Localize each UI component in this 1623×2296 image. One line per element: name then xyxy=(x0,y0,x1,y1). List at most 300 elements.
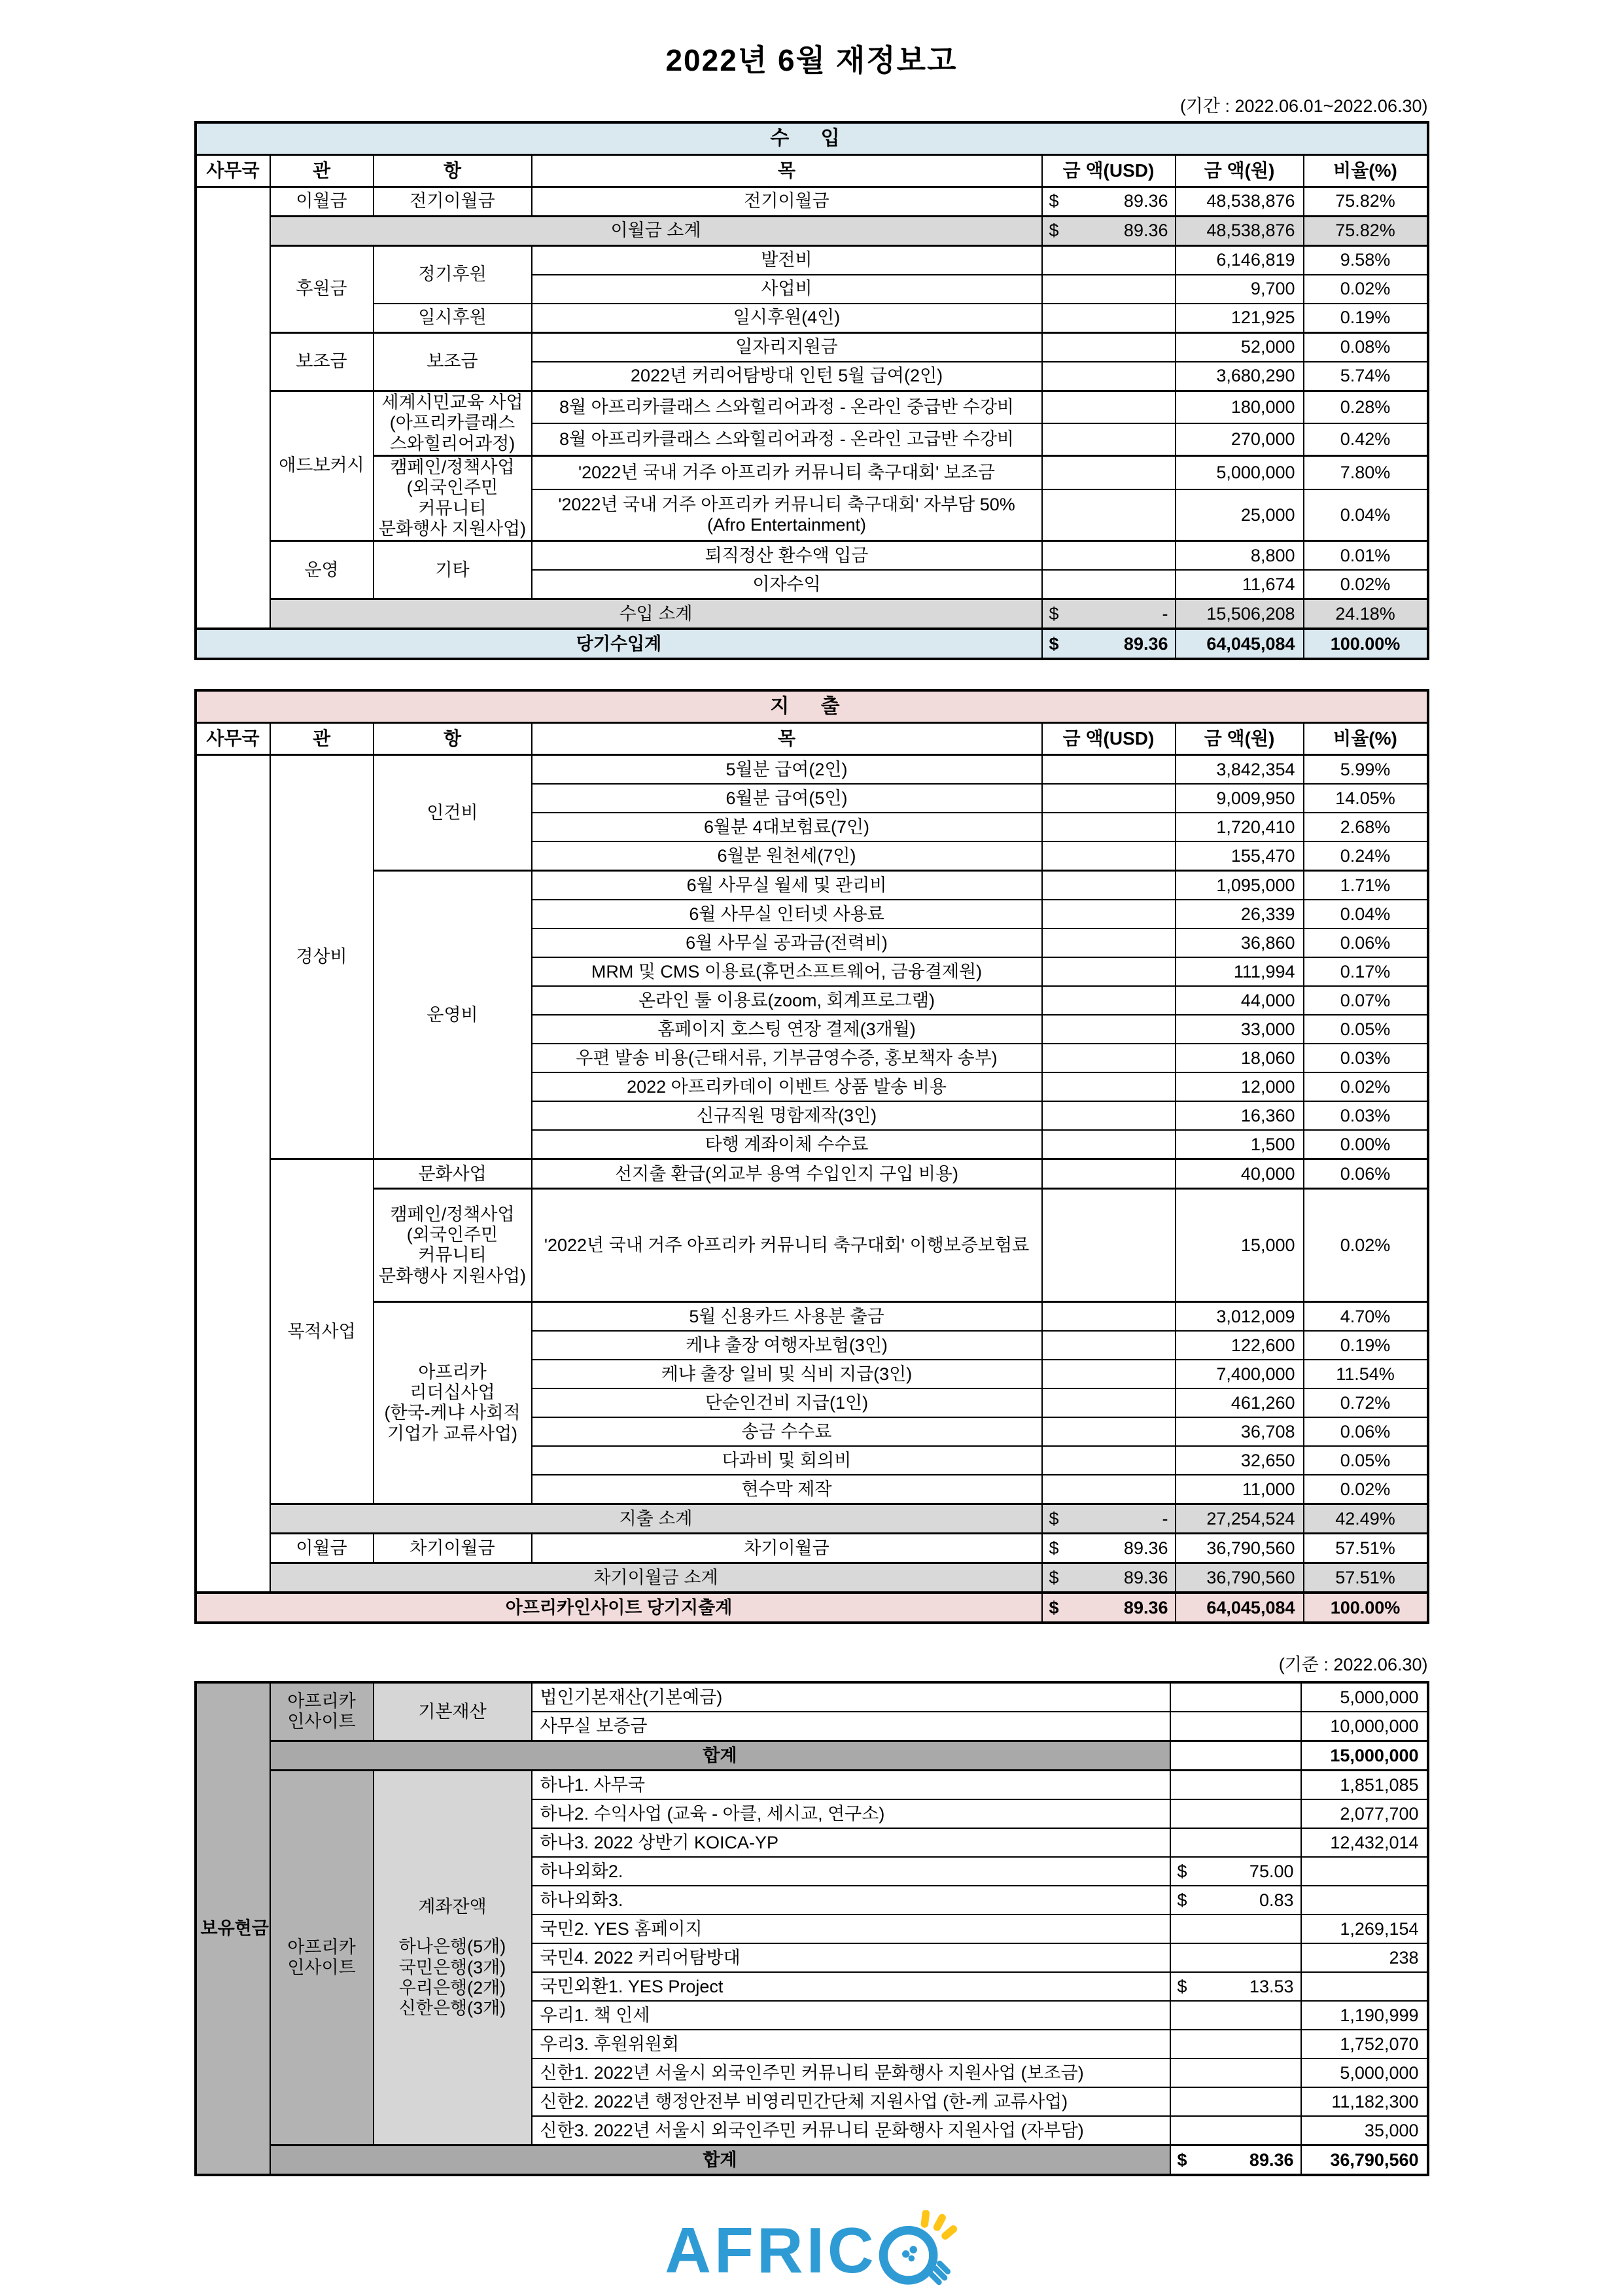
table-cell: 64,045,084 xyxy=(1176,629,1304,659)
table-row xyxy=(196,541,1428,571)
table-row xyxy=(196,1159,1428,1189)
table-cell: 10,000,000 xyxy=(1301,1712,1428,1741)
table-cell: 0.04% xyxy=(1304,900,1428,928)
table-cell: 5.74% xyxy=(1304,362,1428,391)
table-cell: $ 89.36 xyxy=(1042,629,1176,659)
table-row xyxy=(196,755,1428,785)
table-cell: 36,790,560 xyxy=(1176,1563,1304,1593)
table-cell: 0.02% xyxy=(1304,1072,1428,1101)
table-cell: 현수막 제작 xyxy=(532,1475,1042,1504)
table-cell: 경상비 xyxy=(270,755,374,1159)
subtotal-row xyxy=(196,217,1428,246)
table-cell: $ 75.00 xyxy=(1170,1857,1301,1886)
table-cell: 이월금 xyxy=(270,187,374,217)
table-cell: 애드보커시 xyxy=(270,391,374,541)
table-cell: 6월 사무실 공과금(전력비) xyxy=(532,928,1042,957)
table-cell: 33,000 xyxy=(1176,1015,1304,1044)
income-total-row xyxy=(196,629,1428,659)
table-cell: 케냐 출장 여행자보험(3인) xyxy=(532,1331,1042,1360)
income-band-label: 수 입 xyxy=(196,122,1428,155)
table-cell: 0.00% xyxy=(1304,1130,1428,1159)
table-cell xyxy=(1042,423,1176,455)
table-cell xyxy=(1170,2001,1301,2030)
table-cell: $ 89.36 xyxy=(1170,2146,1301,2176)
table-cell: 기본재산 xyxy=(374,1682,532,1741)
table-cell: 6월분 급여(5인) xyxy=(532,784,1042,813)
table-cell: 64,045,084 xyxy=(1176,1593,1304,1623)
table-cell: 이월금 xyxy=(270,1534,374,1563)
table-cell: 차기이월금 소계 xyxy=(270,1563,1042,1593)
table-cell: 하나3. 2022 상반기 KOICA-YP xyxy=(532,1828,1170,1857)
table-row xyxy=(196,871,1428,900)
table-cell xyxy=(1042,1360,1176,1388)
table-cell: 48,538,876 xyxy=(1176,187,1304,217)
table-cell: 신규직원 명함제작(3인) xyxy=(532,1101,1042,1130)
col-header-mok: 목 xyxy=(532,155,1042,187)
table-cell: $ 89.36 xyxy=(1042,1534,1176,1563)
table-cell: 8,800 xyxy=(1176,541,1304,571)
table-cell: 아프리카인사이트 당기지출계 xyxy=(196,1593,1042,1623)
table-cell: 0.03% xyxy=(1304,1101,1428,1130)
table-cell: 보조금 xyxy=(270,333,374,391)
table-cell xyxy=(1042,1072,1176,1101)
table-cell: 신한1. 2022년 서울시 외국인주민 커뮤니티 문화행사 지원사업 (보조금) xyxy=(532,2058,1170,2087)
expense-band-row xyxy=(196,690,1428,723)
subtotal-row xyxy=(196,599,1428,629)
table-cell: 8월 아프리카클래스 스와힐리어과정 - 온라인 중급반 수강비 xyxy=(532,391,1042,423)
table-cell: 5,000,000 xyxy=(1176,455,1304,489)
table-cell: 36,790,560 xyxy=(1301,2146,1428,2176)
table-cell: 합계 xyxy=(270,1741,1170,1771)
table-cell: 15,506,208 xyxy=(1176,599,1304,629)
table-cell: 100.00% xyxy=(1304,629,1428,659)
table-cell: 신한2. 2022년 행정안전부 비영리민간단체 지원사업 (한-케 교류사업) xyxy=(532,2087,1170,2116)
table-cell xyxy=(1170,1799,1301,1828)
table-cell: 27,254,524 xyxy=(1176,1504,1304,1534)
table-cell: 국민2. YES 홈페이지 xyxy=(532,1915,1170,1943)
table-cell xyxy=(1042,1388,1176,1417)
table-cell: 48,538,876 xyxy=(1176,217,1304,246)
table-cell: 목 xyxy=(532,723,1042,755)
table-cell xyxy=(1042,871,1176,900)
table-cell: 26,339 xyxy=(1176,900,1304,928)
table-cell xyxy=(1042,1189,1176,1302)
table-cell: $ 13.53 xyxy=(1170,1972,1301,2001)
table-cell: '2022년 국내 거주 아프리카 커뮤니티 축구대회' 보조금 xyxy=(532,455,1042,489)
expense-band-label: 지 출 xyxy=(196,690,1428,723)
table-cell: $ 89.36 xyxy=(1042,217,1176,246)
table-cell xyxy=(1042,841,1176,871)
table-cell: 0.05% xyxy=(1304,1015,1428,1044)
table-cell: 2022년 커리어탐방대 인턴 5월 급여(2인) xyxy=(532,362,1042,391)
table-cell: 일시후원(4인) xyxy=(532,304,1042,333)
table-row xyxy=(196,187,1428,217)
table-cell: $ - xyxy=(1042,599,1176,629)
table-cell xyxy=(1042,304,1176,333)
table-cell: 금 액(원) xyxy=(1176,723,1304,755)
table-cell xyxy=(1042,541,1176,571)
table-cell: 0.06% xyxy=(1304,1417,1428,1446)
table-cell: 우편 발송 비용(근태서류, 기부금영수증, 홍보책자 송부) xyxy=(532,1044,1042,1072)
table-cell: 법인기본재산(기본예금) xyxy=(532,1682,1170,1712)
table-cell: 18,060 xyxy=(1176,1044,1304,1072)
table-cell: 57.51% xyxy=(1304,1534,1428,1563)
table-cell: 홈페이지 호스팅 연장 결제(3개월) xyxy=(532,1015,1042,1044)
table-cell: 인건비 xyxy=(374,755,532,871)
table-cell xyxy=(1042,333,1176,362)
africa-insight-logo xyxy=(0,2206,1623,2294)
table-cell: 하나외화2. xyxy=(532,1857,1170,1886)
table-cell: 121,925 xyxy=(1176,304,1304,333)
table-cell: '2022년 국내 거주 아프리카 커뮤니티 축구대회' 자부담 50% (Afro Entertainment) xyxy=(532,489,1042,540)
table-cell: 아프리카 리더십사업 (한국-케냐 사회적 기업가 교류사업) xyxy=(374,1302,532,1504)
table-cell: 32,650 xyxy=(1176,1446,1304,1475)
table-cell xyxy=(1042,813,1176,841)
logo-text: AFRIC xyxy=(665,2214,877,2287)
table-cell: $ 89.36 xyxy=(1042,187,1176,217)
table-cell: 155,470 xyxy=(1176,841,1304,871)
table-cell: 100.00% xyxy=(1304,1593,1428,1623)
table-cell xyxy=(1170,1741,1301,1771)
table-cell: 12,000 xyxy=(1176,1072,1304,1101)
spacer xyxy=(0,660,1623,689)
income-table xyxy=(194,121,1429,660)
table-cell xyxy=(1042,957,1176,986)
table-cell: 5월분 급여(2인) xyxy=(532,755,1042,785)
table-cell xyxy=(1042,275,1176,304)
table-row xyxy=(196,1682,1428,1712)
table-cell: 9,009,950 xyxy=(1176,784,1304,813)
table-cell xyxy=(1042,246,1176,275)
table-cell: 온라인 툴 이용료(zoom, 회계프로그램) xyxy=(532,986,1042,1015)
table-cell: 6월분 원천세(7인) xyxy=(532,841,1042,871)
table-row xyxy=(196,1302,1428,1332)
table-cell: 12,432,014 xyxy=(1301,1828,1428,1857)
table-cell xyxy=(1042,1475,1176,1504)
col-header-ratio: 비율(%) xyxy=(1304,155,1428,187)
table-cell: 1,720,410 xyxy=(1176,813,1304,841)
table-cell: 25,000 xyxy=(1176,489,1304,540)
table-cell: 이월금 소계 xyxy=(270,217,1042,246)
table-cell: 15,000 xyxy=(1176,1189,1304,1302)
table-cell: 타행 계좌이체 수수료 xyxy=(532,1130,1042,1159)
table-cell xyxy=(1042,391,1176,423)
table-cell xyxy=(1301,1857,1428,1886)
table-cell: 수입 소계 xyxy=(270,599,1042,629)
table-cell: 0.24% xyxy=(1304,841,1428,871)
table-cell: 0.02% xyxy=(1304,1189,1428,1302)
table-cell xyxy=(1170,1943,1301,1972)
table-cell: 하나2. 수익사업 (교육 - 아클, 세시교, 연구소) xyxy=(532,1799,1170,1828)
table-cell: 기타 xyxy=(374,541,532,599)
table-cell: 퇴직정산 환수액 입금 xyxy=(532,541,1042,571)
table-cell xyxy=(1042,489,1176,540)
table-cell xyxy=(1042,570,1176,599)
col-header-samuguk: 사무국 xyxy=(196,155,270,187)
table-cell: 0.06% xyxy=(1304,1159,1428,1189)
col-header-usd: 금 액(USD) xyxy=(1042,155,1176,187)
table-cell: 후원금 xyxy=(270,246,374,333)
income-band-row xyxy=(196,122,1428,155)
table-cell: 1,095,000 xyxy=(1176,871,1304,900)
table-cell: 36,790,560 xyxy=(1176,1534,1304,1563)
table-cell: 당기수입계 xyxy=(196,629,1042,659)
table-cell: 8월 아프리카클래스 스와힐리어과정 - 온라인 고급반 수강비 xyxy=(532,423,1042,455)
table-cell: 9,700 xyxy=(1176,275,1304,304)
table-cell: 0.02% xyxy=(1304,275,1428,304)
table-cell: MRM 및 CMS 이용료(휴먼소프트웨어, 금융결제원) xyxy=(532,957,1042,986)
table-cell xyxy=(1042,900,1176,928)
table-cell: 180,000 xyxy=(1176,391,1304,423)
table-cell: 6월 사무실 인터넷 사용료 xyxy=(532,900,1042,928)
table-cell: 0.42% xyxy=(1304,423,1428,455)
table-cell xyxy=(1042,1101,1176,1130)
table-cell: 35,000 xyxy=(1301,2116,1428,2146)
table-cell: 1,500 xyxy=(1176,1130,1304,1159)
table-cell xyxy=(1170,1712,1301,1741)
expense-total-row xyxy=(196,1593,1428,1623)
table-cell xyxy=(1042,755,1176,785)
table-cell: 0.01% xyxy=(1304,541,1428,571)
table-cell: 관 xyxy=(270,723,374,755)
table-cell xyxy=(1042,1159,1176,1189)
table-cell: 하나외화3. xyxy=(532,1886,1170,1915)
table-cell: 11,674 xyxy=(1176,570,1304,599)
table-cell: 40,000 xyxy=(1176,1159,1304,1189)
table-cell: 합계 xyxy=(270,2146,1170,2176)
table-cell xyxy=(1170,2030,1301,2058)
table-cell: 세계시민교육 사업 (아프리카클래스 스와힐리어과정) xyxy=(374,391,532,456)
table-cell: 하나1. 사무국 xyxy=(532,1771,1170,1800)
table-cell: 11.54% xyxy=(1304,1360,1428,1388)
table-cell: 0.03% xyxy=(1304,1044,1428,1072)
table-cell: $ - xyxy=(1042,1504,1176,1534)
table-cell: $ 89.36 xyxy=(1042,1593,1176,1623)
table-cell xyxy=(1170,2058,1301,2087)
table-cell: 0.19% xyxy=(1304,304,1428,333)
table-cell: 6월분 4대보험료(7인) xyxy=(532,813,1042,841)
table-cell: 6월 사무실 월세 및 관리비 xyxy=(532,871,1042,900)
table-row xyxy=(196,1189,1428,1302)
table-cell: 5.99% xyxy=(1304,755,1428,785)
col-header-gwan: 관 xyxy=(270,155,374,187)
cash-label-cell: 보유현금 xyxy=(196,1682,270,2175)
table-cell: 11,182,300 xyxy=(1301,2087,1428,2116)
table-row xyxy=(196,391,1428,423)
table-cell xyxy=(1170,1915,1301,1943)
table-row xyxy=(196,304,1428,333)
table-cell: 비율(%) xyxy=(1304,723,1428,755)
table-row xyxy=(196,1771,1428,1800)
subtotal-row xyxy=(196,1504,1428,1534)
table-cell: 금 액(USD) xyxy=(1042,723,1176,755)
table-cell: 24.18% xyxy=(1304,599,1428,629)
table-cell xyxy=(1042,362,1176,391)
subtotal-row xyxy=(196,1563,1428,1593)
table-cell: 일시후원 xyxy=(374,304,532,333)
table-cell: 계좌잔액 하나은행(5개) 국민은행(3개) 우리은행(2개) 신한은행(3개) xyxy=(374,1771,532,2146)
table-cell: 0.05% xyxy=(1304,1446,1428,1475)
table-cell: 지출 소계 xyxy=(270,1504,1042,1534)
table-cell xyxy=(1042,784,1176,813)
cash-subtotal-row xyxy=(196,1741,1428,1771)
table-cell: 0.28% xyxy=(1304,391,1428,423)
lightbulb-icon xyxy=(875,2210,958,2294)
table-cell: '2022년 국내 거주 아프리카 커뮤니티 축구대회' 이행보증보험료 xyxy=(532,1189,1042,1302)
samuguk-merged-cell xyxy=(196,187,270,629)
table-cell: 정기후원 xyxy=(374,246,532,304)
table-cell xyxy=(1170,1682,1301,1712)
table-cell: 발전비 xyxy=(532,246,1042,275)
table-cell: 사무실 보증금 xyxy=(532,1712,1170,1741)
table-cell: 0.04% xyxy=(1304,489,1428,540)
table-row xyxy=(196,1534,1428,1563)
table-cell: 4.70% xyxy=(1304,1302,1428,1332)
table-cell: 문화사업 xyxy=(374,1159,532,1189)
table-cell: 선지출 환급(외교부 용역 수입인지 구입 비용) xyxy=(532,1159,1042,1189)
table-cell xyxy=(1170,1828,1301,1857)
expense-header-row xyxy=(196,723,1428,755)
table-cell: 2,077,700 xyxy=(1301,1799,1428,1828)
table-cell: 캠페인/정책사업 (외국인주민 커뮤니티 문화행사 지원사업) xyxy=(374,1189,532,1302)
table-cell: 1,752,070 xyxy=(1301,2030,1428,2058)
cash-table xyxy=(194,1681,1429,2176)
table-cell: 0.06% xyxy=(1304,928,1428,957)
table-row xyxy=(196,333,1428,362)
table-cell xyxy=(1042,1331,1176,1360)
table-cell: 사업비 xyxy=(532,275,1042,304)
table-cell: $ 89.36 xyxy=(1042,1563,1176,1593)
table-cell: 송금 수수료 xyxy=(532,1417,1042,1446)
table-cell: 57.51% xyxy=(1304,1563,1428,1593)
table-cell: 6,146,819 xyxy=(1176,246,1304,275)
table-cell: 111,994 xyxy=(1176,957,1304,986)
cash-total-row xyxy=(196,2146,1428,2176)
table-row xyxy=(196,455,1428,489)
table-cell: 국민외환1. YES Project xyxy=(532,1972,1170,2001)
table-cell xyxy=(1301,1972,1428,2001)
table-cell: 1,851,085 xyxy=(1301,1771,1428,1800)
table-cell: 전기이월금 xyxy=(374,187,532,217)
table-cell: 운영비 xyxy=(374,871,532,1159)
table-cell: 36,860 xyxy=(1176,928,1304,957)
table-cell xyxy=(1042,1015,1176,1044)
table-cell: 238 xyxy=(1301,1943,1428,1972)
table-cell: 0.19% xyxy=(1304,1331,1428,1360)
table-cell xyxy=(1042,1302,1176,1332)
table-cell xyxy=(1042,986,1176,1015)
table-cell: 아프리카 인사이트 xyxy=(270,1682,374,1741)
table-cell: 44,000 xyxy=(1176,986,1304,1015)
table-cell: 7.80% xyxy=(1304,455,1428,489)
table-cell xyxy=(1042,928,1176,957)
table-cell xyxy=(1170,1771,1301,1800)
table-cell: 차기이월금 xyxy=(532,1534,1042,1563)
table-cell: 15,000,000 xyxy=(1301,1741,1428,1771)
table-cell: 16,360 xyxy=(1176,1101,1304,1130)
table-cell: 3,680,290 xyxy=(1176,362,1304,391)
table-cell: 항 xyxy=(374,723,532,755)
table-cell: 36,708 xyxy=(1176,1417,1304,1446)
table-cell: 0.17% xyxy=(1304,957,1428,986)
table-cell xyxy=(1170,2087,1301,2116)
table-cell: 1,269,154 xyxy=(1301,1915,1428,1943)
table-cell: 0.08% xyxy=(1304,333,1428,362)
table-cell: 0.02% xyxy=(1304,1475,1428,1504)
page-title: 2022년 6월 재정보고 xyxy=(665,43,958,77)
table-cell: 케냐 출장 일비 및 식비 지급(3인) xyxy=(532,1360,1042,1388)
table-cell: 우리1. 책 인세 xyxy=(532,2001,1170,2030)
table-cell: 2022 아프리카데이 이벤트 상품 발송 비용 xyxy=(532,1072,1042,1101)
table-cell: 아프리카 인사이트 xyxy=(270,1771,374,2146)
table-cell: 52,000 xyxy=(1176,333,1304,362)
table-cell: 5월 신용카드 사용분 출금 xyxy=(532,1302,1042,1332)
table-cell: 0.07% xyxy=(1304,986,1428,1015)
col-header-krw: 금 액(원) xyxy=(1176,155,1304,187)
table-cell: 이자수익 xyxy=(532,570,1042,599)
table-cell: 우리3. 후원위원회 xyxy=(532,2030,1170,2058)
table-cell: 1.71% xyxy=(1304,871,1428,900)
table-cell: 42.49% xyxy=(1304,1504,1428,1534)
col-header-hang: 항 xyxy=(374,155,532,187)
expense-table xyxy=(194,689,1429,1624)
table-cell: 270,000 xyxy=(1176,423,1304,455)
table-cell: 11,000 xyxy=(1176,1475,1304,1504)
table-cell: 5,000,000 xyxy=(1301,1682,1428,1712)
table-cell: 9.58% xyxy=(1304,246,1428,275)
table-cell: 목적사업 xyxy=(270,1159,374,1504)
table-cell: 신한3. 2022년 서울시 외국인주민 커뮤니티 문화행사 지원사업 (자부담) xyxy=(532,2116,1170,2146)
table-cell: 5,000,000 xyxy=(1301,2058,1428,2087)
period-label: (기간 : 2022.06.01~2022.06.30) xyxy=(1179,96,1428,116)
table-cell: 1,190,999 xyxy=(1301,2001,1428,2030)
table-row xyxy=(196,246,1428,275)
table-cell: 일자리지원금 xyxy=(532,333,1042,362)
table-cell: 운영 xyxy=(270,541,374,599)
table-cell: 0.72% xyxy=(1304,1388,1428,1417)
table-cell: 3,842,354 xyxy=(1176,755,1304,785)
table-cell: 차기이월금 xyxy=(374,1534,532,1563)
table-cell: 전기이월금 xyxy=(532,187,1042,217)
table-cell: 캠페인/정책사업 (외국인주민 커뮤니티 문화행사 지원사업) xyxy=(374,455,532,540)
table-cell: 14.05% xyxy=(1304,784,1428,813)
table-cell xyxy=(1042,455,1176,489)
table-cell: 단순인건비 지급(1인) xyxy=(532,1388,1042,1417)
table-cell: 보조금 xyxy=(374,333,532,391)
table-cell xyxy=(1301,1886,1428,1915)
table-cell: 국민4. 2022 커리어탐방대 xyxy=(532,1943,1170,1972)
table-cell: 2.68% xyxy=(1304,813,1428,841)
basis-label: (기준 : 2022.06.30) xyxy=(1278,1655,1428,1675)
table-cell xyxy=(1042,1130,1176,1159)
table-cell: 7,400,000 xyxy=(1176,1360,1304,1388)
table-cell: 0.02% xyxy=(1304,570,1428,599)
table-cell: 다과비 및 회의비 xyxy=(532,1446,1042,1475)
table-cell xyxy=(1170,2116,1301,2146)
table-cell: 122,600 xyxy=(1176,1331,1304,1360)
income-header-row xyxy=(196,155,1428,187)
table-cell xyxy=(1042,1446,1176,1475)
table-cell xyxy=(1042,1044,1176,1072)
table-cell xyxy=(1042,1417,1176,1446)
table-cell: 75.82% xyxy=(1304,217,1428,246)
table-cell: 461,260 xyxy=(1176,1388,1304,1417)
table-cell: $ 0.83 xyxy=(1170,1886,1301,1915)
table-cell: 3,012,009 xyxy=(1176,1302,1304,1332)
table-cell: 75.82% xyxy=(1304,187,1428,217)
samuguk-merged-cell xyxy=(196,755,270,1593)
table-cell: 사무국 xyxy=(196,723,270,755)
